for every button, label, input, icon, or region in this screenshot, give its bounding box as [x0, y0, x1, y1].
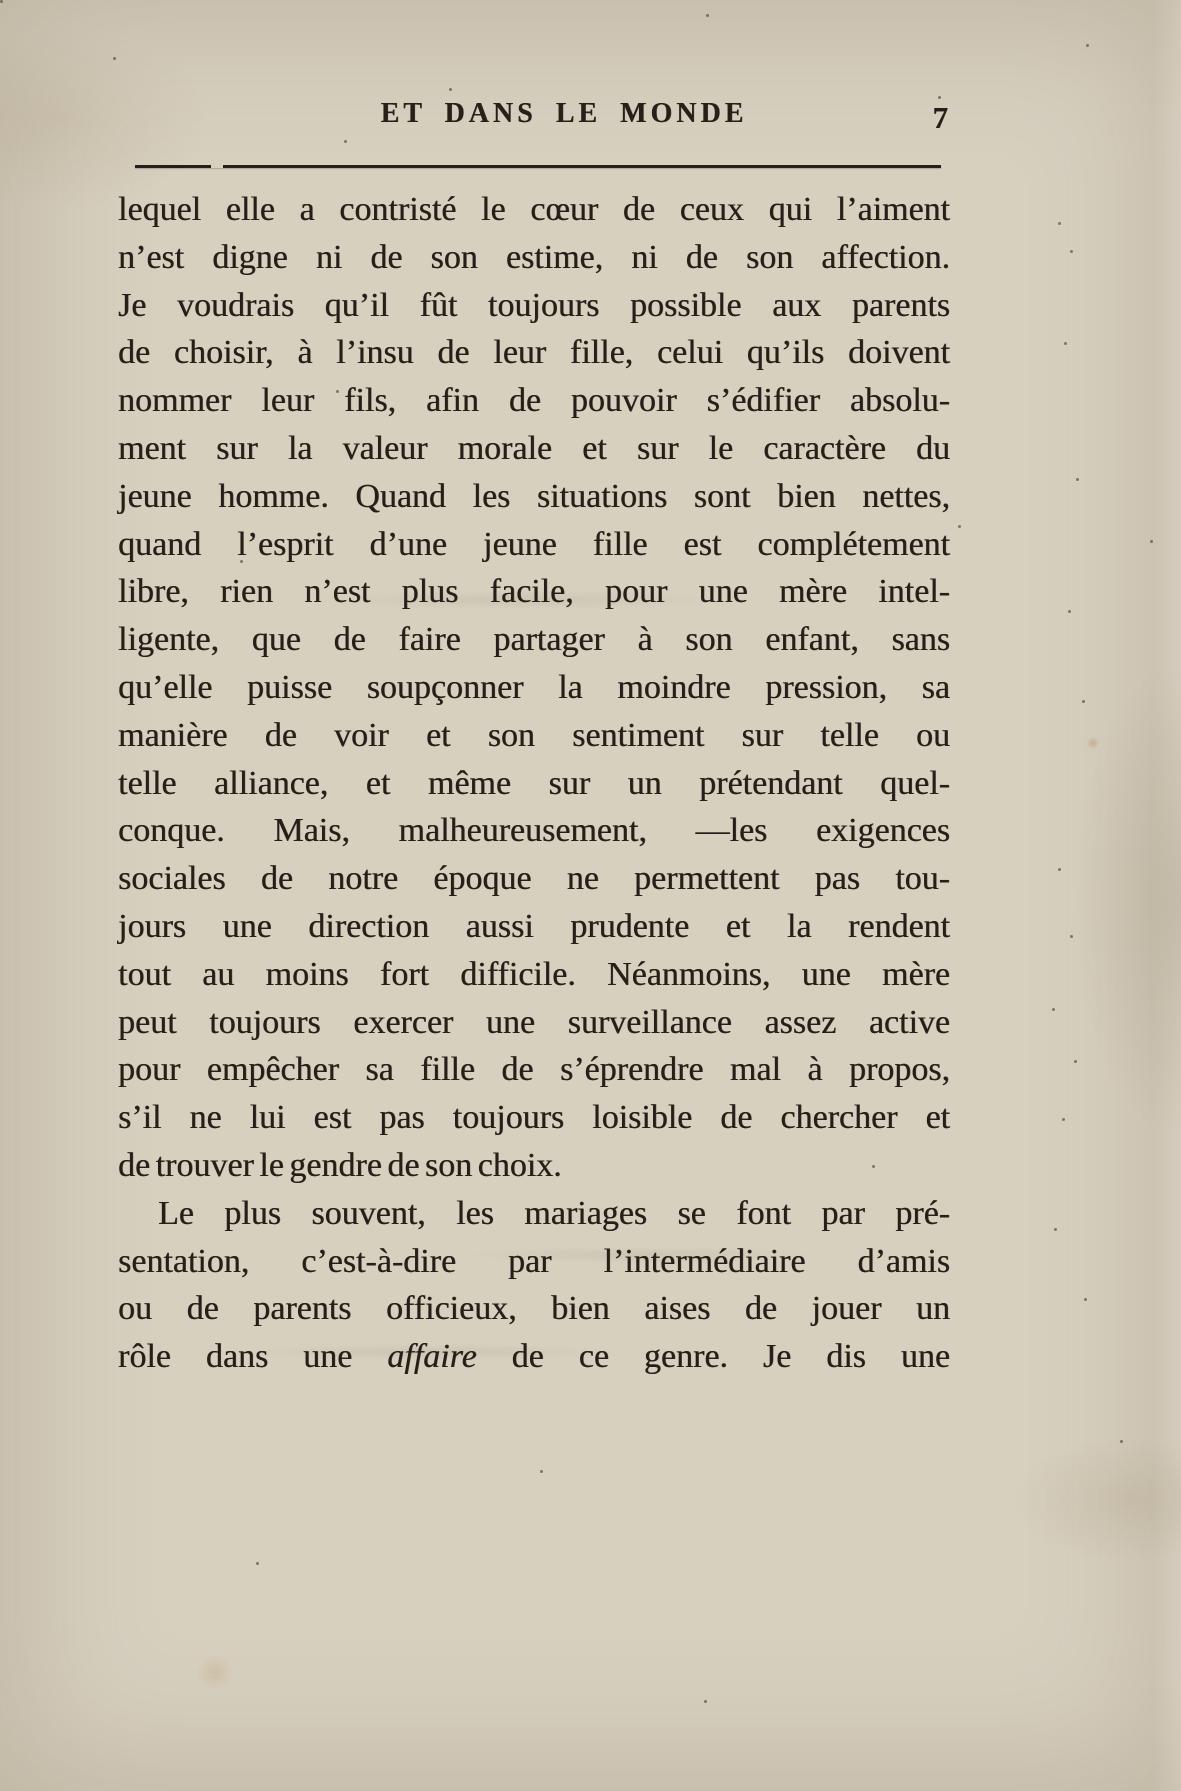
- text-segment: telle alliance, et même sur un prétendant quel-: [118, 764, 950, 802]
- text-segment: lequel elle a contristé le cœur de ceux qui l’aiment: [118, 191, 950, 228]
- page-body: [118, 186, 950, 1381]
- text-line: [118, 425, 950, 473]
- text-segment: jours une direction aussi prudente et la rendent: [118, 907, 950, 945]
- text-line: [118, 1094, 950, 1142]
- text-segment: tout au moins fort difficile. Néanmoins, une mère: [118, 955, 950, 993]
- header-rule: [135, 165, 941, 168]
- text-segment: ligente, que de faire partager à son enfant, sans: [118, 621, 950, 659]
- text-segment: rôle dans une: [118, 1338, 388, 1376]
- text-line: [118, 568, 950, 616]
- text-segment: conque. Mais, malheureusement, —les exigences: [118, 812, 950, 850]
- text-segment: de ce genre. Je dis une: [476, 1338, 950, 1376]
- text-line: [118, 664, 950, 712]
- text-line: [118, 234, 950, 282]
- text-segment: pour empêcher sa fille de s’éprendre mal à propos,: [118, 1051, 950, 1089]
- text-line: [118, 521, 950, 569]
- text-line: [118, 951, 950, 999]
- page-number: 7: [932, 100, 948, 135]
- text-line: [118, 282, 950, 330]
- text-line: [118, 616, 950, 664]
- text-segment: n’est digne ni de son estime, ni de son affection.: [118, 238, 950, 276]
- text-segment: nommer leur fils, afin de pouvoir s’édifier absolu-: [118, 382, 950, 420]
- text-segment: ou de parents officieux, bien aises de jouer un: [118, 1290, 950, 1328]
- text-segment: manière de voir et son sentiment sur telle ou: [118, 716, 950, 754]
- text-line: [118, 1142, 950, 1190]
- text-segment: Le plus souvent, les mariages se font par pré-: [158, 1194, 950, 1232]
- text-line: [118, 855, 950, 903]
- text-line: [118, 760, 950, 808]
- text-line: [118, 1333, 950, 1381]
- text-line: [118, 712, 950, 760]
- text-line: [118, 1285, 950, 1333]
- text-line: [118, 186, 950, 234]
- running-head-title: ET DANS LE MONDE: [380, 98, 748, 129]
- text-line: [118, 903, 950, 951]
- text-line: [118, 1046, 950, 1094]
- text-segment: sentation, c’est-à-dire par l’intermédiaire d’amis: [118, 1242, 950, 1280]
- text-line: [118, 329, 950, 377]
- text-line: [118, 807, 950, 855]
- text-line: [118, 377, 950, 425]
- text-segment: Je voudrais qu’il fût toujours possible aux parents: [118, 286, 950, 324]
- text-segment: de trouver le gendre de son choix.: [118, 1146, 562, 1184]
- text-line: [118, 999, 950, 1047]
- text-segment: libre, rien n’est plus facile, pour une mère intel-: [118, 573, 950, 611]
- text-segment: qu’elle puisse soupçonner la moindre pression, sa: [118, 668, 950, 706]
- text-line: [118, 1238, 950, 1286]
- text-segment: jeune homme. Quand les situations sont bien nettes,: [118, 477, 950, 515]
- text-segment: ment sur la valeur morale et sur le caractère du: [118, 429, 950, 467]
- text-line: [118, 473, 950, 521]
- text-segment: s’il ne lui est pas toujours loisible de chercher et: [118, 1099, 950, 1137]
- text-segment: peut toujours exercer une surveillance assez active: [118, 1003, 950, 1041]
- text-line: [118, 1190, 950, 1238]
- text-segment: de choisir, à l’insu de leur fille, celui qu’ils doivent: [118, 334, 950, 372]
- text-segment: quand l’esprit d’une jeune fille est complétement: [118, 525, 950, 563]
- text-segment: sociales de notre époque ne permettent pas tou-: [118, 860, 950, 898]
- italic-word: affaire: [387, 1338, 477, 1376]
